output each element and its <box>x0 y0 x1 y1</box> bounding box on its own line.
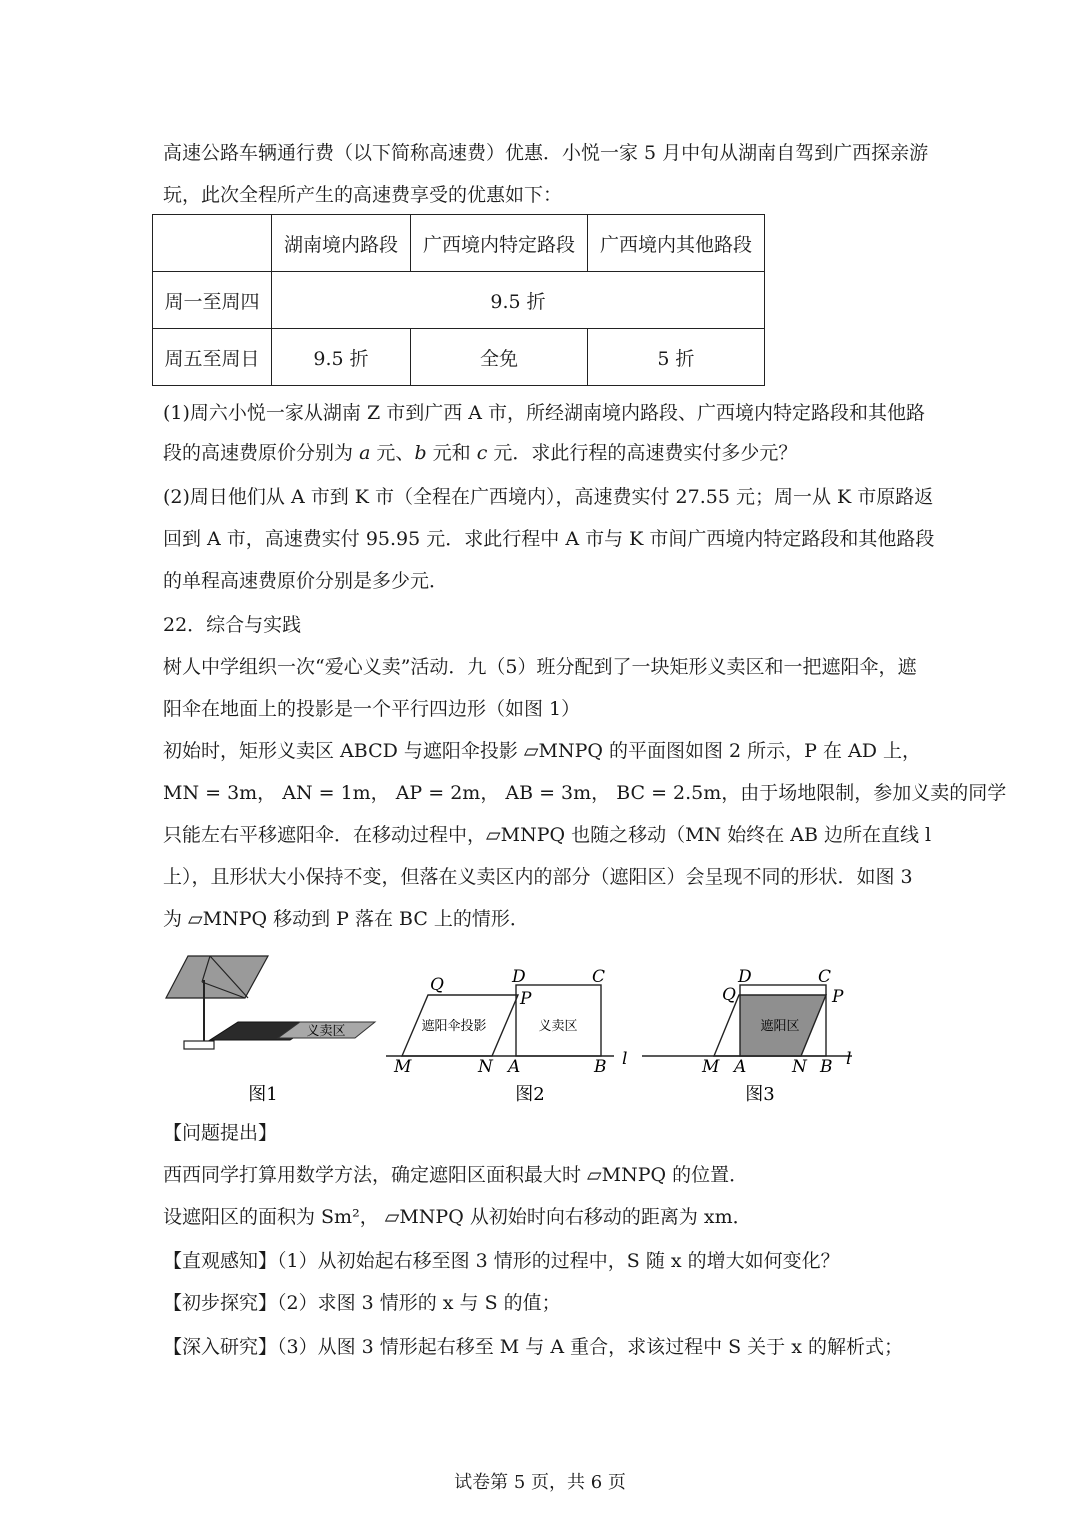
svg-text:C: C <box>818 967 832 987</box>
figure-2 <box>382 960 642 1110</box>
fig3-shade-label: 遮阳区 <box>760 1019 800 1034</box>
svg-text:l: l <box>622 1049 628 1069</box>
table-row-label: 周一至周四 <box>153 272 272 329</box>
problem-line-2: 设遮阳区的面积为 Sm²， ▱MNPQ 从初始时向右移动的距离为 xm． <box>163 1206 752 1228</box>
table-header-cell: 广西境内其他路段 <box>588 215 765 272</box>
svg-text:Q: Q <box>722 985 736 1005</box>
q22-heading: 22．综合与实践 <box>163 614 302 636</box>
table-header-cell: 湖南境内路段 <box>272 215 411 272</box>
fig3-caption: 图3 <box>745 1084 775 1105</box>
table-cell: 5 折 <box>588 329 765 386</box>
umbrella-base <box>184 1041 214 1049</box>
q22-p2-line-5: 为 ▱MNPQ 移动到 P 落在 BC 上的情形． <box>163 908 529 930</box>
problem-q2: 【初步探究】（2）求图 3 情形的 x 与 S 的值； <box>163 1292 561 1314</box>
fee-table <box>152 214 765 386</box>
problem-q1: 【直观感知】（1）从初始起右移至图 3 情形的过程中，S 随 x 的增大如何变化？ <box>163 1250 840 1272</box>
svg-text:D: D <box>738 967 752 987</box>
svg-text:N: N <box>792 1057 807 1077</box>
fig2-shadow-label: 遮阳伞投影 <box>421 1019 487 1034</box>
svg-text:C: C <box>592 967 606 987</box>
svg-text:M: M <box>394 1057 412 1077</box>
q22-p2-line-4: 上），且形状大小保持不变，但落在义卖区内的部分（遮阳区）会呈现不同的形状．如图 3 <box>163 866 913 888</box>
q2-line-1: (2)周日他们从 A 市到 K 市（全程在广西境内），高速费实付 27.55 元；周一从 K 市原路返 <box>163 486 934 508</box>
svg-text:A: A <box>734 1057 747 1077</box>
table-row-label: 周五至周日 <box>153 329 272 386</box>
table-row <box>153 272 765 329</box>
page-footer: 试卷第 5 页，共 6 页 <box>454 1472 626 1493</box>
svg-text:P: P <box>520 989 532 1009</box>
fig1-zone-label: 义卖区 <box>306 1024 346 1039</box>
figure-3 <box>640 960 880 1110</box>
svg-text:A: A <box>508 1057 521 1077</box>
table-header-cell <box>153 215 272 272</box>
q1-line-2: 段的高速费原价分别为 a 元、b 元和 c 元．求此行程的高速费实付多少元？ <box>163 442 798 464</box>
q1-line-1: (1)周六小悦一家从湖南 Z 市到广西 A 市，所经湖南境内路段、广西境内特定路段和其他路 <box>163 402 925 424</box>
svg-text:Q: Q <box>430 975 444 995</box>
problem-line-1: 西西同学打算用数学方法，确定遮阳区面积最大时 ▱MNPQ 的位置． <box>163 1164 749 1186</box>
intro-line-1: 高速公路车辆通行费（以下简称高速费）优惠．小悦一家 5 月中旬从湖南自驾到广西探亲游 <box>163 142 929 164</box>
table-cell: 9.5 折 <box>272 329 411 386</box>
intro-line-2: 玩，此次全程所产生的高速费享受的优惠如下： <box>163 184 563 206</box>
figure-1 <box>160 950 390 1110</box>
q22-p2-line-1: 初始时，矩形义卖区 ABCD 与遮阳伞投影 ▱MNPQ 的平面图如图 2 所示，P 在 AD 上， <box>163 740 922 762</box>
q22-p1-line-1: 树人中学组织一次“爱心义卖”活动．九（5）班分配到了一块矩形义卖区和一把遮阳伞，遮 <box>163 656 917 678</box>
svg-text:N: N <box>478 1057 493 1077</box>
svg-text:M: M <box>702 1057 720 1077</box>
umbrella-top <box>166 956 268 998</box>
svg-text:D: D <box>512 967 526 987</box>
var-a: a <box>359 442 371 464</box>
table-header-row <box>153 215 765 272</box>
table-header-cell: 广西境内特定路段 <box>411 215 588 272</box>
svg-text:P: P <box>832 987 844 1007</box>
fig1-caption: 图1 <box>248 1084 278 1105</box>
table-cell-merged: 9.5 折 <box>272 272 765 329</box>
q22-p2-line-3: 只能左右平移遮阳伞．在移动过程中，▱MNPQ 也随之移动（MN 始终在 AB 边所在直线 l <box>163 824 932 846</box>
var-c: c <box>476 442 488 464</box>
fig2-zone-label: 义卖区 <box>538 1019 578 1034</box>
q22-p1-line-2: 阳伞在地面上的投影是一个平行四边形（如图 1） <box>163 698 581 720</box>
fig2-caption: 图2 <box>515 1084 545 1105</box>
table-cell: 全免 <box>411 329 588 386</box>
problem-q3: 【深入研究】（3）从图 3 情形起右移至 M 与 A 重合，求该过程中 S 关于 x 的解析式； <box>163 1336 903 1358</box>
problem-title: 【问题提出】 <box>163 1122 278 1144</box>
q2-line-3: 的单程高速费原价分别是多少元． <box>163 570 449 592</box>
svg-text:l: l <box>846 1049 852 1069</box>
svg-text:B: B <box>594 1057 607 1077</box>
svg-text:B: B <box>820 1057 833 1077</box>
table-row <box>153 329 765 386</box>
q22-p2-line-2: MN = 3m， AN = 1m， AP = 2m， AB = 3m， BC = 2.5m，由于场地限制，参加义卖的同学 <box>163 782 1007 804</box>
var-b: b <box>414 442 427 464</box>
q2-line-2: 回到 A 市，高速费实付 95.95 元．求此行程中 A 市与 K 市间广西境内特定路段和其他路段 <box>163 528 935 550</box>
